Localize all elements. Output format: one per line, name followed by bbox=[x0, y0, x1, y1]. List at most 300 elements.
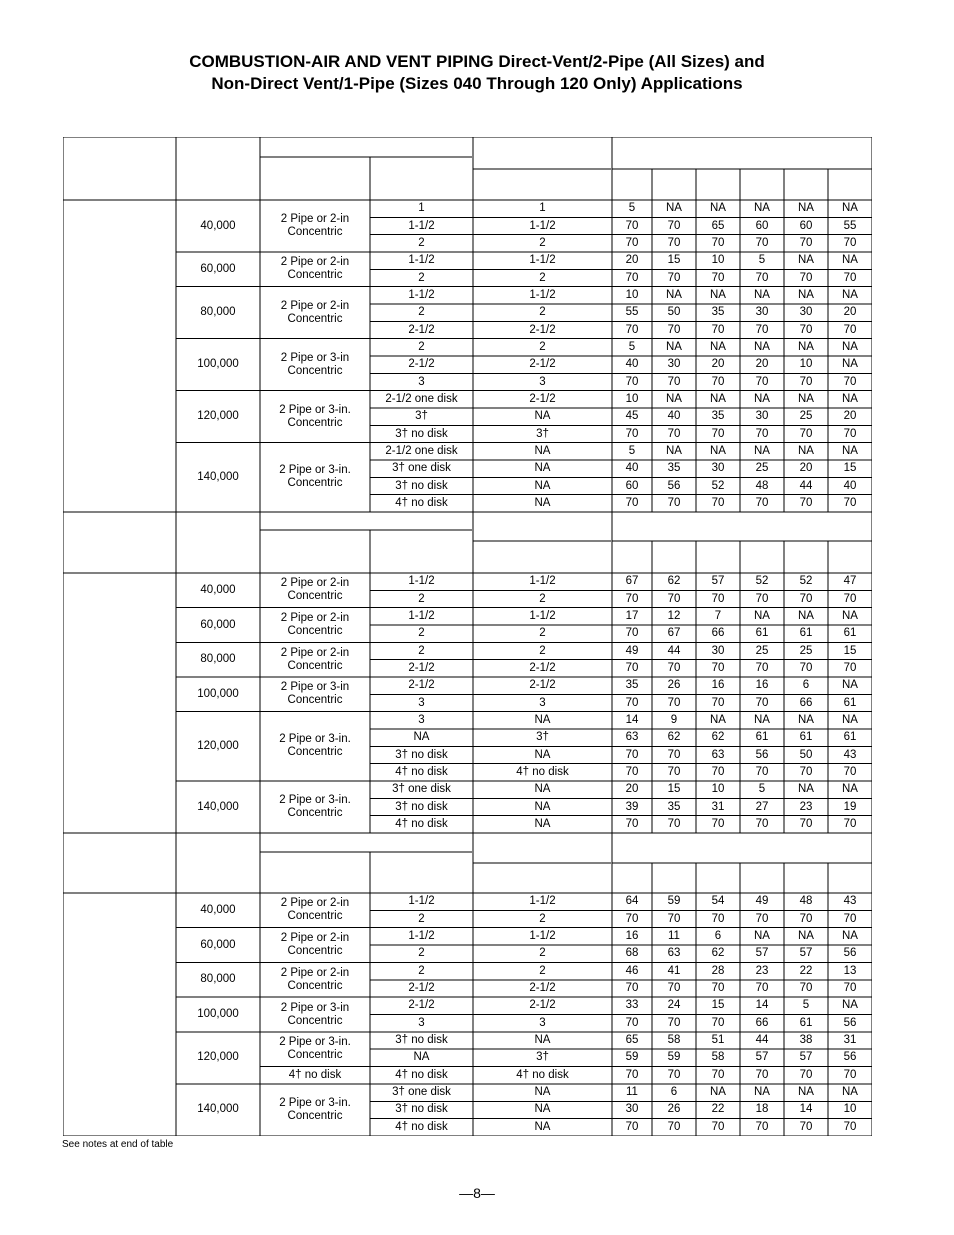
pipe-diameter-a: NA bbox=[413, 731, 430, 744]
max-length-value: NA bbox=[842, 999, 858, 1012]
max-length-value: 70 bbox=[625, 817, 639, 830]
max-length-value: 43 bbox=[843, 895, 857, 908]
max-length-value: 70 bbox=[799, 323, 813, 336]
input-btuh: 40,000 bbox=[200, 583, 236, 596]
max-length-value: 20 bbox=[755, 358, 769, 371]
pipe-diameter-a: 4† no disk bbox=[395, 1120, 448, 1133]
pipe-diameter-a: 3† no disk bbox=[395, 800, 448, 813]
max-length-value: 56 bbox=[843, 1016, 857, 1029]
pipe-diameter-a: 2-1/2 bbox=[408, 999, 435, 1012]
pipe-diameter-b: NA bbox=[534, 1034, 551, 1047]
pipe-diameter-a: 2-1/2 one disk bbox=[385, 392, 458, 405]
max-length-value: NA bbox=[710, 340, 726, 353]
max-length-value: NA bbox=[842, 679, 858, 692]
max-length-value: 16 bbox=[711, 679, 725, 692]
max-length-value: NA bbox=[710, 392, 726, 405]
max-length-value: 70 bbox=[667, 236, 681, 249]
pipe-diameter-b: 1-1/2 bbox=[529, 575, 556, 588]
max-length-value: 70 bbox=[667, 817, 681, 830]
max-length-value: 61 bbox=[843, 696, 857, 709]
max-length-value: 70 bbox=[755, 696, 769, 709]
pipe-diameter-a: 1-1/2 bbox=[408, 288, 435, 301]
max-length-value: 10 bbox=[711, 783, 725, 796]
max-length-value: 70 bbox=[843, 592, 857, 605]
max-length-value: 5 bbox=[758, 783, 766, 796]
termination-type-line-2: Concentric bbox=[287, 364, 343, 377]
max-length-value: NA bbox=[798, 288, 814, 301]
pipe-diameter-b: 2-1/2 bbox=[529, 661, 556, 674]
max-length-value: NA bbox=[754, 202, 770, 215]
max-length-value: NA bbox=[798, 444, 814, 457]
max-length-value: NA bbox=[666, 288, 682, 301]
pipe-diameter-a: 1-1/2 bbox=[408, 254, 435, 267]
max-length-value: 70 bbox=[625, 375, 639, 388]
max-length-value: 25 bbox=[799, 410, 813, 423]
max-length-value: 31 bbox=[843, 1034, 857, 1047]
max-length-value: 57 bbox=[711, 575, 725, 588]
max-length-value: 54 bbox=[711, 895, 725, 908]
pipe-diameter-b: NA bbox=[534, 479, 551, 492]
max-length-value: 48 bbox=[755, 479, 769, 492]
max-length-value: 22 bbox=[799, 964, 813, 977]
max-length-value: 70 bbox=[755, 912, 769, 925]
max-length-value: 63 bbox=[625, 731, 639, 744]
pipe-diameter-a: 1-1/2 bbox=[408, 575, 435, 588]
pipe-diameter-b: NA bbox=[534, 713, 551, 726]
max-length-value: 15 bbox=[667, 254, 681, 267]
pipe-diameter-b: NA bbox=[534, 410, 551, 423]
max-length-value: 57 bbox=[755, 947, 769, 960]
pipe-diameter-b: 2-1/2 bbox=[529, 323, 556, 336]
pipe-diameter-a: 4† no disk bbox=[395, 496, 448, 509]
max-length-value: 62 bbox=[667, 731, 681, 744]
max-length-value: 70 bbox=[625, 1068, 639, 1081]
max-length-value: 56 bbox=[755, 748, 769, 761]
pipe-diameter-b: 3 bbox=[539, 696, 546, 709]
max-length-value: 70 bbox=[667, 1068, 681, 1081]
max-length-value: 70 bbox=[667, 496, 681, 509]
max-length-value: 33 bbox=[625, 999, 639, 1012]
pipe-diameter-a: 2 bbox=[418, 644, 425, 657]
max-length-value: 10 bbox=[799, 358, 813, 371]
max-length-value: 50 bbox=[667, 306, 681, 319]
pipe-diameter-a: 2 bbox=[418, 592, 425, 605]
pipe-diameter-b: 1-1/2 bbox=[529, 288, 556, 301]
termination-type-line-2: Concentric bbox=[287, 746, 343, 759]
input-btuh: 80,000 bbox=[200, 973, 236, 986]
pipe-diameter-b: 3† bbox=[536, 427, 549, 440]
max-length-value: 19 bbox=[843, 800, 857, 813]
max-length-value: 44 bbox=[799, 479, 813, 492]
max-length-value: 70 bbox=[711, 592, 725, 605]
max-length-value: 15 bbox=[843, 644, 857, 657]
input-btuh: 80,000 bbox=[200, 306, 236, 319]
max-length-value: 70 bbox=[711, 765, 725, 778]
max-length-value: NA bbox=[666, 202, 682, 215]
termination-type-line-2: Concentric bbox=[287, 659, 343, 672]
pipe-diameter-b: NA bbox=[534, 817, 551, 830]
vent-piping-table bbox=[63, 137, 872, 1136]
input-btuh: 100,000 bbox=[197, 687, 239, 700]
max-length-value: 57 bbox=[799, 1051, 813, 1064]
max-length-value: NA bbox=[842, 1086, 858, 1099]
max-length-value: 70 bbox=[625, 236, 639, 249]
input-btuh: 100,000 bbox=[197, 1008, 239, 1020]
termination-type-line-2: Concentric bbox=[287, 226, 343, 238]
termination-type-line-1: 2 Pipe or 2-in bbox=[280, 966, 350, 979]
pipe-diameter-b: 2 bbox=[539, 964, 546, 977]
max-length-value: NA bbox=[666, 444, 682, 457]
max-length-value: 70 bbox=[843, 981, 857, 994]
pipe-diameter-b: NA bbox=[534, 1103, 551, 1116]
max-length-value: 70 bbox=[755, 817, 769, 830]
max-length-value: 70 bbox=[625, 1120, 639, 1133]
max-length-value: NA bbox=[798, 713, 814, 726]
pipe-diameter-a: 3 bbox=[418, 696, 425, 709]
max-length-value: NA bbox=[666, 392, 682, 405]
document-title-line-1: COMBUSTION-AIR AND VENT PIPING Direct-Vent/2-Pipe (All Sizes) and bbox=[189, 52, 765, 71]
max-length-value: 70 bbox=[667, 375, 681, 388]
max-length-value: 59 bbox=[667, 895, 681, 908]
max-length-value: 70 bbox=[799, 981, 813, 994]
max-length-value: 61 bbox=[755, 627, 769, 640]
max-length-value: 55 bbox=[625, 306, 639, 319]
max-length-value: NA bbox=[666, 340, 682, 353]
pipe-diameter-b: NA bbox=[534, 748, 551, 761]
max-length-value: 70 bbox=[625, 427, 639, 440]
max-length-value: 10 bbox=[843, 1103, 857, 1116]
max-length-value: 44 bbox=[667, 644, 681, 657]
pipe-diameter-a: 2-1/2 bbox=[408, 679, 435, 692]
max-length-value: 49 bbox=[755, 895, 769, 908]
max-length-value: 60 bbox=[755, 219, 769, 232]
max-length-value: 35 bbox=[625, 679, 639, 692]
pipe-diameter-a: 3† no disk bbox=[395, 748, 448, 761]
max-length-value: 56 bbox=[843, 1051, 857, 1064]
max-length-value: 16 bbox=[755, 679, 769, 692]
max-length-value: 70 bbox=[711, 1016, 725, 1029]
max-length-value: 70 bbox=[667, 661, 681, 674]
max-length-value: 9 bbox=[670, 713, 678, 726]
max-length-value: 66 bbox=[755, 1016, 769, 1029]
max-length-value: 20 bbox=[843, 410, 857, 423]
pipe-diameter-b: NA bbox=[534, 1120, 551, 1133]
max-length-value: 70 bbox=[843, 661, 857, 674]
max-length-value: NA bbox=[842, 783, 858, 796]
max-length-value: 70 bbox=[667, 592, 681, 605]
input-btuh: 120,000 bbox=[197, 410, 239, 423]
max-length-value: 61 bbox=[755, 731, 769, 744]
max-length-value: NA bbox=[798, 609, 814, 622]
max-length-value: 70 bbox=[711, 236, 725, 249]
input-btuh: 140,000 bbox=[197, 800, 239, 813]
termination-type-line-2: Concentric bbox=[287, 269, 343, 282]
pipe-diameter-a: 3† no disk bbox=[395, 1103, 448, 1116]
pipe-diameter-a: 2 bbox=[418, 912, 425, 925]
max-length-value: 70 bbox=[625, 271, 639, 284]
pipe-diameter-a: 2 bbox=[418, 964, 425, 977]
max-length-value: 70 bbox=[755, 427, 769, 440]
max-length-value: 70 bbox=[667, 1120, 681, 1133]
max-length-value: 63 bbox=[711, 748, 725, 761]
max-length-value: 52 bbox=[799, 575, 813, 588]
max-length-value: 70 bbox=[711, 661, 725, 674]
max-length-value: 25 bbox=[755, 644, 769, 657]
max-length-value: NA bbox=[842, 288, 858, 301]
pipe-diameter-b: NA bbox=[534, 496, 551, 509]
max-length-value: NA bbox=[754, 444, 770, 457]
max-length-value: NA bbox=[754, 392, 770, 405]
max-length-value: NA bbox=[842, 929, 858, 942]
max-length-value: 62 bbox=[667, 575, 681, 588]
max-length-value: NA bbox=[798, 254, 814, 267]
max-length-value: 70 bbox=[799, 496, 813, 509]
pipe-diameter-b: 2 bbox=[539, 627, 546, 640]
termination-type-line-1: 2 Pipe or 2-in bbox=[280, 932, 350, 945]
max-length-value: 70 bbox=[711, 375, 725, 388]
max-length-value: 70 bbox=[843, 912, 857, 925]
termination-type-line-2: Concentric bbox=[287, 590, 343, 603]
max-length-value: 5 bbox=[628, 444, 636, 457]
pipe-diameter-b: 3 bbox=[539, 1016, 546, 1029]
max-length-value: 70 bbox=[667, 1016, 681, 1029]
input-btuh: 40,000 bbox=[200, 219, 236, 232]
pipe-diameter-a: 2 bbox=[418, 271, 425, 284]
max-length-value: 12 bbox=[667, 609, 681, 622]
max-length-value: 70 bbox=[667, 427, 681, 440]
pipe-diameter-a: 2 bbox=[418, 340, 425, 353]
max-length-value: 24 bbox=[667, 999, 681, 1012]
termination-type-line-1: 2 Pipe or 3-in. bbox=[279, 733, 351, 746]
max-length-value: 67 bbox=[667, 627, 681, 640]
max-length-value: 52 bbox=[755, 575, 769, 588]
max-length-value: 70 bbox=[799, 427, 813, 440]
max-length-value: 40 bbox=[667, 410, 681, 423]
max-length-value: 70 bbox=[625, 219, 639, 232]
document-title-line-2: Non-Direct Vent/1-Pipe (Sizes 040 Through 120 Only) Applications bbox=[211, 74, 743, 93]
termination-type-line-2: Concentric bbox=[287, 694, 343, 707]
max-length-value: 20 bbox=[625, 254, 639, 267]
max-length-value: 70 bbox=[755, 661, 769, 674]
max-length-value: 26 bbox=[667, 679, 681, 692]
termination-type-line-1: 2 Pipe or 2-in bbox=[280, 897, 350, 910]
pipe-diameter-b: 2 bbox=[539, 340, 546, 353]
max-length-value: 49 bbox=[625, 644, 639, 657]
pipe-diameter-a: 4† no disk bbox=[395, 765, 448, 778]
termination-type-line-1: 2 Pipe or 2-in bbox=[280, 612, 350, 624]
pipe-diameter-b: 2 bbox=[539, 592, 546, 605]
max-length-value: 35 bbox=[667, 800, 681, 813]
termination-type-line-2: Concentric bbox=[287, 945, 343, 958]
max-length-value: 40 bbox=[625, 462, 639, 475]
max-length-value: 70 bbox=[799, 271, 813, 284]
pipe-diameter-b: NA bbox=[534, 800, 551, 813]
pipe-diameter-b: 2-1/2 bbox=[529, 999, 556, 1012]
max-length-value: 10 bbox=[625, 392, 639, 405]
pipe-diameter-b: 2 bbox=[539, 912, 546, 925]
pipe-diameter-a: 2 bbox=[418, 947, 425, 960]
max-length-value: 70 bbox=[843, 1120, 857, 1133]
pipe-diameter-a: 3† one disk bbox=[392, 462, 451, 475]
max-length-value: 61 bbox=[799, 627, 813, 640]
max-length-value: NA bbox=[842, 358, 858, 371]
termination-type-line-1: 2 Pipe or 3-in bbox=[280, 681, 350, 694]
max-length-value: 28 bbox=[711, 964, 725, 977]
input-btuh: 120,000 bbox=[197, 1051, 239, 1064]
max-length-value: 48 bbox=[799, 895, 813, 908]
max-length-value: 56 bbox=[843, 947, 857, 960]
max-length-value: 70 bbox=[843, 496, 857, 509]
max-length-value: NA bbox=[798, 392, 814, 405]
max-length-value: 70 bbox=[667, 748, 681, 761]
pipe-diameter-a: 3† no disk bbox=[395, 427, 448, 440]
max-length-value: 22 bbox=[711, 1103, 725, 1116]
max-length-value: 70 bbox=[711, 496, 725, 509]
pipe-diameter-b: NA bbox=[534, 462, 551, 475]
pipe-diameter-a: 3 bbox=[418, 1016, 425, 1029]
max-length-value: 70 bbox=[625, 696, 639, 709]
max-length-value: 47 bbox=[843, 575, 857, 588]
max-length-value: 66 bbox=[799, 696, 813, 709]
max-length-value: 20 bbox=[799, 462, 813, 475]
max-length-value: 30 bbox=[755, 306, 769, 319]
max-length-value: NA bbox=[710, 1086, 726, 1099]
max-length-value: 70 bbox=[843, 375, 857, 388]
max-length-value: 70 bbox=[843, 817, 857, 830]
max-length-value: 6 bbox=[714, 929, 722, 942]
max-length-value: 70 bbox=[843, 323, 857, 336]
max-length-value: 38 bbox=[799, 1034, 813, 1047]
pipe-diameter-b: 2 bbox=[539, 644, 546, 657]
max-length-value: 70 bbox=[625, 1016, 639, 1029]
max-length-value: NA bbox=[842, 713, 858, 726]
max-length-value: 35 bbox=[711, 410, 725, 423]
input-btuh: 60,000 bbox=[200, 262, 236, 275]
pipe-diameter-a: 2-1/2 one disk bbox=[385, 444, 458, 457]
termination-type-line-1: 2 Pipe or 3-in. bbox=[279, 464, 351, 477]
pipe-diameter-b: 2 bbox=[539, 947, 546, 960]
max-length-value: 35 bbox=[667, 462, 681, 475]
max-length-value: 70 bbox=[625, 627, 639, 640]
max-length-value: 70 bbox=[799, 236, 813, 249]
pipe-diameter-b: 2-1/2 bbox=[529, 358, 556, 371]
max-length-value: 7 bbox=[714, 609, 722, 622]
pipe-diameter-a: 2-1/2 bbox=[408, 661, 435, 674]
max-length-value: 25 bbox=[755, 462, 769, 475]
pipe-diameter-b: NA bbox=[534, 444, 551, 457]
max-length-value: 39 bbox=[625, 800, 639, 813]
pipe-diameter-b: 2-1/2 bbox=[529, 981, 556, 994]
max-length-value: 25 bbox=[799, 644, 813, 657]
max-length-value: NA bbox=[754, 340, 770, 353]
max-length-value: 20 bbox=[625, 783, 639, 796]
max-length-value: 30 bbox=[711, 644, 725, 657]
max-length-value: 70 bbox=[711, 427, 725, 440]
max-length-value: 67 bbox=[625, 575, 639, 588]
max-length-value: 17 bbox=[625, 609, 639, 622]
input-btuh: 60,000 bbox=[200, 938, 236, 951]
max-length-value: 60 bbox=[625, 479, 639, 492]
termination-type-line-2: Concentric bbox=[287, 416, 343, 429]
max-length-value: 59 bbox=[625, 1051, 639, 1064]
pipe-diameter-b: 3 bbox=[539, 375, 546, 388]
max-length-value: 52 bbox=[711, 479, 725, 492]
max-length-value: 70 bbox=[667, 219, 681, 232]
pipe-diameter-b: 1-1/2 bbox=[529, 219, 556, 232]
max-length-value: 63 bbox=[667, 947, 681, 960]
max-length-value: 50 bbox=[799, 748, 813, 761]
pipe-diameter-b: 1-1/2 bbox=[529, 254, 556, 267]
max-length-value: 70 bbox=[799, 1120, 813, 1133]
max-length-value: 70 bbox=[667, 765, 681, 778]
max-length-value: 40 bbox=[625, 358, 639, 371]
termination-type-line-1: 2 Pipe or 2-in bbox=[280, 256, 350, 269]
max-length-value: 15 bbox=[843, 462, 857, 475]
max-length-value: NA bbox=[710, 444, 726, 457]
pipe-diameter-b: 1 bbox=[539, 202, 546, 215]
max-length-value: NA bbox=[798, 202, 814, 215]
max-length-value: 20 bbox=[711, 358, 725, 371]
pipe-diameter-a: 3† no disk bbox=[395, 479, 448, 492]
max-length-value: 70 bbox=[667, 271, 681, 284]
pipe-diameter-a: 3† one disk bbox=[392, 1086, 451, 1099]
pipe-diameter-a: 3† no disk bbox=[395, 1034, 448, 1047]
max-length-value: 64 bbox=[625, 895, 639, 908]
max-length-value: 70 bbox=[799, 592, 813, 605]
max-length-value: 70 bbox=[755, 1068, 769, 1081]
max-length-value: 70 bbox=[755, 236, 769, 249]
pipe-diameter-a: 4† no disk bbox=[395, 817, 448, 830]
pipe-diameter-a: 4† no disk bbox=[395, 1068, 448, 1081]
pipe-diameter-a: 3† bbox=[415, 410, 428, 423]
max-length-value: 15 bbox=[711, 999, 725, 1012]
max-length-value: NA bbox=[842, 609, 858, 622]
max-length-value: 51 bbox=[711, 1034, 725, 1047]
max-length-value: 6 bbox=[670, 1086, 678, 1099]
max-length-value: 70 bbox=[711, 271, 725, 284]
max-length-value: 70 bbox=[799, 1068, 813, 1081]
pipe-diameter-b: 1-1/2 bbox=[529, 929, 556, 942]
max-length-value: NA bbox=[842, 392, 858, 405]
pipe-diameter-b: 2 bbox=[539, 236, 546, 249]
max-length-value: 27 bbox=[755, 800, 769, 813]
max-length-value: NA bbox=[754, 713, 770, 726]
max-length-value: 43 bbox=[843, 748, 857, 761]
input-btuh: 140,000 bbox=[197, 470, 239, 483]
input-btuh: 80,000 bbox=[200, 653, 236, 666]
max-length-value: 56 bbox=[667, 479, 681, 492]
max-length-value: 5 bbox=[802, 999, 810, 1012]
max-length-value: 10 bbox=[711, 254, 725, 267]
max-length-value: 45 bbox=[625, 410, 639, 423]
max-length-value: 70 bbox=[625, 912, 639, 925]
max-length-value: NA bbox=[798, 929, 814, 942]
max-length-value: 70 bbox=[625, 661, 639, 674]
termination-type-line-2: Concentric bbox=[287, 807, 343, 819]
max-length-value: 70 bbox=[625, 748, 639, 761]
max-length-value: 31 bbox=[711, 800, 725, 813]
max-length-value: 70 bbox=[711, 912, 725, 925]
termination-type-line-1: 2 Pipe or 3-in. bbox=[279, 1036, 351, 1049]
max-length-value: 5 bbox=[628, 202, 636, 215]
max-length-value: NA bbox=[754, 288, 770, 301]
max-length-value: 30 bbox=[667, 358, 681, 371]
max-length-value: NA bbox=[710, 202, 726, 215]
input-btuh: 60,000 bbox=[200, 618, 236, 631]
termination-type-line-2: Concentric bbox=[287, 1014, 343, 1027]
termination-type-line-1: 2 Pipe or 3-in bbox=[280, 351, 350, 364]
max-length-value: 70 bbox=[755, 271, 769, 284]
